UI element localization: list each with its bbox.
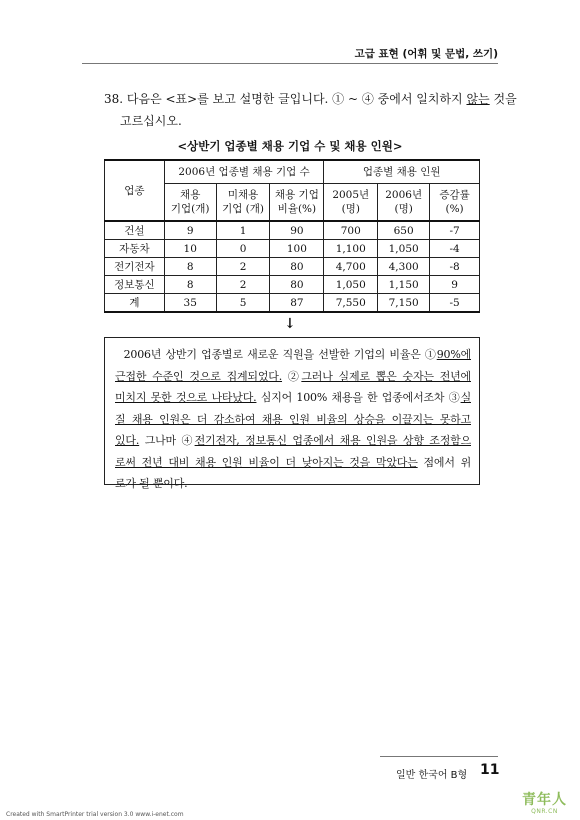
header-group-companies: 2006년 업종별 채용 기업 수 [164,160,324,184]
watermark-url: QNR.CN [531,808,558,815]
table-cell: 100 [270,240,324,258]
table-title: <상반기 업종별 채용 기업 수 및 채용 인원> [177,139,403,153]
passage-line: 로써 전년 대비 채용 인원 비율이 더 낮아지는 것을 막았다는 점에서 위 [115,455,471,469]
table-cell: 80 [270,258,324,276]
table-cell: 9 [430,276,480,294]
table-cell: 1,050 [378,240,430,258]
data-table [104,159,480,313]
table-cell: 10 [164,240,216,258]
header-industry: 업종 [105,160,165,221]
passage-line: 근접한 수준인 것으로 집계되었다. ②그러나 실제로 뽑은 숫자는 전년에 [115,369,471,383]
down-arrow-icon: ↓ [284,316,296,332]
table-cell: 700 [324,221,378,240]
table-row [105,258,480,276]
passage-box [104,337,480,490]
table-cell: -5 [430,294,480,313]
table-cell: 1 [216,221,270,240]
table-cell: 4,300 [378,258,430,276]
table-cell: 87 [270,294,324,313]
table-cell: 7,550 [324,294,378,313]
passage-line: 로가 될 뿐이다. [115,477,188,490]
table-cell: 5 [216,294,270,313]
passage-line: 있다. 그나마 ④전기전자, 정보통신 업종에서 채용 인원을 상향 조정함으 [115,434,471,447]
footer-divider [380,756,498,757]
question-text-b: 것을 [489,92,517,106]
header-divider [82,63,498,64]
table-cell: 90 [270,221,324,240]
header-group-hires: 업종별 채용 인원 [324,160,480,184]
passage-line: 미치지 못한 것으로 나타났다. 심지어 100% 채용을 한 업종에서조차 ③실 [115,391,471,404]
table-cell: 7,150 [378,294,430,313]
row-label: 정보통신 [105,276,165,294]
passage-line: 2006년 상반기 업종별로 새로운 직원을 선발한 기업의 비율은 ①90%에 [123,348,471,361]
passage-option-3-cont: 질 채용 인원은 더 감소하여 채용 인원 비율의 상승을 이끌지는 못하고 [115,412,471,426]
table-row [105,294,480,313]
column-header: 2005년 (명) [324,184,378,222]
table-cell: 2 [216,276,270,294]
column-header: 채용 기업(개) [164,184,216,222]
table-cell: 4,700 [324,258,378,276]
question-emphasis: 않는 [466,92,490,106]
table-cell: 650 [378,221,430,240]
watermark-text: 青年人 [522,792,567,808]
passage-option-3: 실 [460,391,471,404]
passage-option-2: 그러나 실제로 뽑은 숫자는 전년에 [301,369,471,383]
table-row [105,240,480,258]
passage-option-1: 90%에 [436,348,471,361]
watermark-logo [522,793,567,815]
header-title: 고급 표현 (어휘 및 문법, 쓰기) [354,48,498,60]
passage-option-3-end: 있다. [115,434,140,447]
table-cell: 1,150 [378,276,430,294]
table-cell: 35 [164,294,216,313]
table-cell: 80 [270,276,324,294]
table-cell: 8 [164,276,216,294]
question-prompt [104,90,517,107]
table-cell: -4 [430,240,480,258]
row-label: 계 [105,294,165,313]
passage-option-2-cont: 미치지 못한 것으로 나타났다. [115,391,257,404]
table-cell: -8 [430,258,480,276]
passage-option-4: 전기전자, 정보통신 업종에서 채용 인원을 상향 조정함으 [194,434,471,447]
passage-option-1-cont: 근접한 수준인 것으로 집계되었다. [115,369,283,383]
table-cell: 9 [164,221,216,240]
table-cell: 0 [216,240,270,258]
column-header: 채용 기업 비율(%) [270,184,324,222]
question-text-a: 38. 다음은 <표>를 보고 설명한 글입니다. ① ~ ④ 중에서 일치하지 [104,92,467,106]
table-cell: 1,050 [324,276,378,294]
table-cell: 2 [216,258,270,276]
table-cell: 1,100 [324,240,378,258]
passage-option-4-cont: 로써 전년 대비 채용 인원 비율이 더 낮아지는 것을 막았다는 [115,455,418,469]
table-row [105,276,480,294]
row-label: 전기전자 [105,258,165,276]
page-number: 11 [480,762,500,778]
passage-line [115,409,471,431]
table-cell: -7 [430,221,480,240]
footer-label: 일반 한국어 B형 [396,770,468,781]
row-label: 자동차 [105,240,165,258]
table-row [105,221,480,240]
row-label: 건설 [105,221,165,240]
question-prompt-line2: 고르십시오. [120,114,182,128]
table-cell: 8 [164,258,216,276]
column-header: 미채용 기업 (개) [216,184,270,222]
trial-version-note: Created with SmartPrinter trial version 3.0 www.i-enet.com [6,811,184,818]
column-header: 2006년 (명) [378,184,430,222]
column-header: 증감률 (%) [430,184,480,222]
